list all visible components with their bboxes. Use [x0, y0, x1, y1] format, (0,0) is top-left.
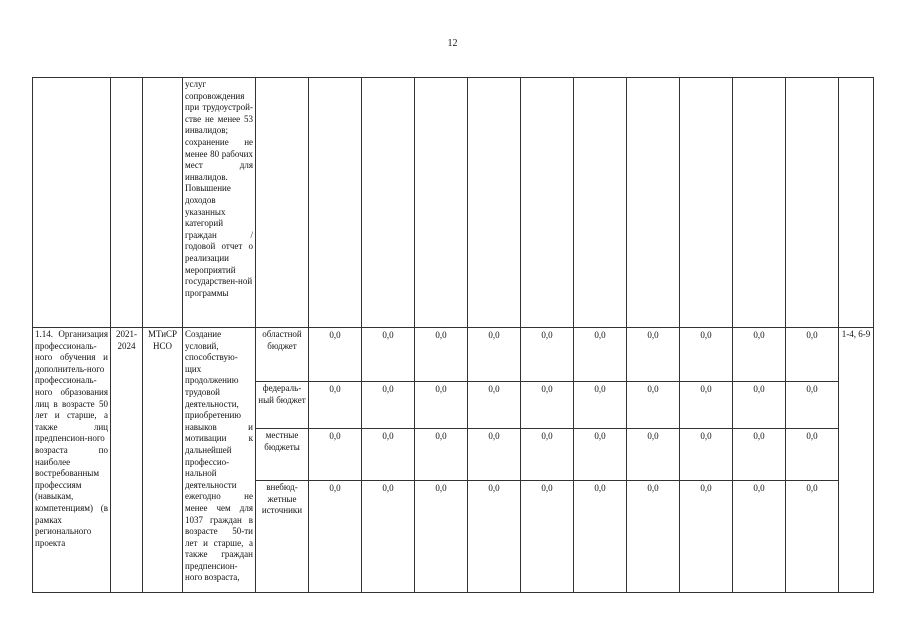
funding-value: 0,0 [786, 481, 839, 593]
cell-empty [415, 78, 468, 328]
cell-empty [786, 78, 839, 328]
funding-value: 0,0 [362, 481, 415, 593]
funding-value: 0,0 [415, 481, 468, 593]
funding-value: 0,0 [680, 429, 733, 481]
cell-empty [733, 78, 786, 328]
funding-value: 0,0 [733, 328, 786, 382]
cell-empty [521, 78, 574, 328]
cell-empty [143, 78, 183, 328]
continuation-row [33, 78, 874, 328]
funding-value: 0,0 [362, 429, 415, 481]
measure-result: Создание условий, способствую-щих продолжению трудовой деятельности, приобретению навыков и мотивации к дальнейшей профессио-нальной деятельности ежегодно не менее чем для 1037 граждан в возрасте 50-ти лет и старше, а также граждан предпенсион-ного возраста, [183, 328, 256, 593]
funding-value: 0,0 [627, 382, 680, 429]
funding-value: 0,0 [468, 382, 521, 429]
funding-value: 0,0 [786, 429, 839, 481]
funding-value: 0,0 [733, 429, 786, 481]
funding-value: 0,0 [733, 382, 786, 429]
funding-value: 0,0 [415, 382, 468, 429]
funding-value: 0,0 [733, 481, 786, 593]
funding-value: 0,0 [786, 328, 839, 382]
funding-value: 0,0 [680, 328, 733, 382]
funding-value: 0,0 [574, 382, 627, 429]
expected-result-continued: услуг сопровождения при трудоустрой-стве не менее 53 инвалидов; сохранение не менее 80 рабочих мест для инвалидов. Повышение доходов указанных категорий граждан / годовой отчет о реализации мероприятий государствен-ной программы [183, 78, 256, 328]
cell-empty [574, 78, 627, 328]
cell-empty [680, 78, 733, 328]
cell-empty [309, 78, 362, 328]
funding-value: 0,0 [521, 481, 574, 593]
measure-executor: МТиСР НСО [143, 328, 183, 593]
funding-value: 0,0 [680, 481, 733, 593]
funding-value: 0,0 [468, 429, 521, 481]
cell-empty [33, 78, 111, 328]
funding-value: 0,0 [362, 382, 415, 429]
cell-empty [111, 78, 143, 328]
funding-value: 0,0 [521, 382, 574, 429]
funding-source: местные бюджеты [256, 429, 309, 481]
funding-value: 0,0 [680, 382, 733, 429]
funding-row-regional [33, 328, 874, 382]
cell-empty [468, 78, 521, 328]
funding-value: 0,0 [574, 429, 627, 481]
funding-value: 0,0 [362, 328, 415, 382]
cell-empty [839, 78, 874, 328]
measure-indicators: 1-4, 6-9 [839, 328, 874, 593]
funding-value: 0,0 [468, 328, 521, 382]
funding-value: 0,0 [627, 481, 680, 593]
funding-value: 0,0 [574, 328, 627, 382]
cell-empty [362, 78, 415, 328]
funding-value: 0,0 [309, 429, 362, 481]
funding-source: федераль-ный бюджет [256, 382, 309, 429]
funding-value: 0,0 [468, 481, 521, 593]
funding-value: 0,0 [627, 328, 680, 382]
funding-value: 0,0 [309, 328, 362, 382]
measure-period: 2021-2024 [111, 328, 143, 593]
cell-empty [256, 78, 309, 328]
measure-name: 1.14. Организация профессиональ-ного обучения и дополнитель-ного профессиональ-ного образования лиц в возрасте 50 лет и старше, а также лиц предпенсион-ного возраста по наиболее востребованным профессиям (навыкам, компетенциям) (в рамках регионального проекта [33, 328, 111, 593]
funding-value: 0,0 [574, 481, 627, 593]
funding-value: 0,0 [309, 382, 362, 429]
funding-value: 0,0 [627, 429, 680, 481]
funding-value: 0,0 [309, 481, 362, 593]
funding-value: 0,0 [521, 328, 574, 382]
page-number: 12 [447, 38, 458, 49]
cell-empty [627, 78, 680, 328]
funding-source: внебюд-жетные источники [256, 481, 309, 593]
funding-source: областной бюджет [256, 328, 309, 382]
funding-value: 0,0 [415, 429, 468, 481]
funding-value: 0,0 [521, 429, 574, 481]
program-table [32, 77, 874, 593]
funding-value: 0,0 [786, 382, 839, 429]
funding-value: 0,0 [415, 328, 468, 382]
